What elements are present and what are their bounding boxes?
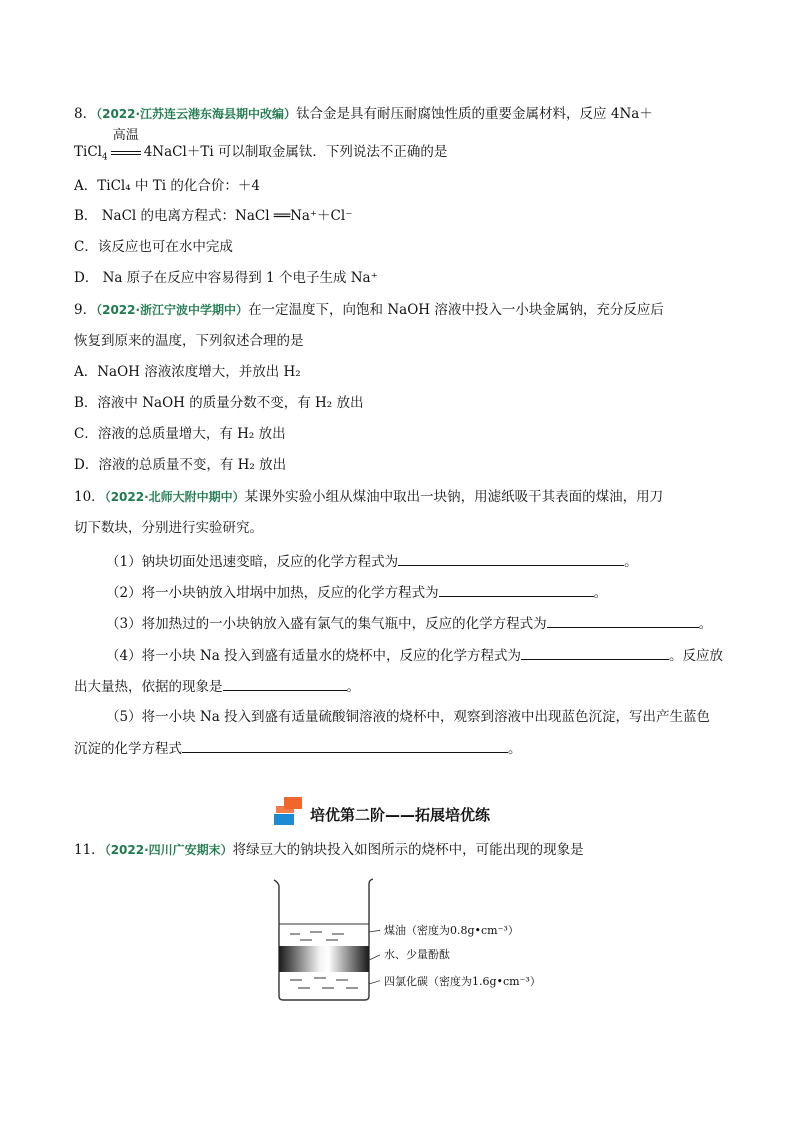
q10-part5-text2: 沉淀的化学方程式 <box>74 741 182 757</box>
q10-part4-line2 <box>74 676 360 697</box>
q8-stem2b: 4NaCl＋Ti 可以制取金属钛．下列说法不正确的是 <box>143 144 448 160</box>
q8-option-d: D． Na 原子在反应中容易得到 1 个电子生成 Na⁺ <box>74 270 378 286</box>
q10-source: （2022·北师大附中期中） <box>104 490 245 504</box>
answer-blank-4a[interactable] <box>521 645 669 660</box>
q10-part4-text: （4）将一小块 Na 投入到盛有适量水的烧杯中，反应的化学方程式为 <box>106 648 522 664</box>
q8-source: （2022·江苏连云港东海县期中改编） <box>96 107 297 121</box>
section-title: 培优第二阶——拓展培优练 <box>310 806 491 824</box>
answer-blank-5[interactable] <box>182 738 508 753</box>
q8-stem1: 钛合金是具有耐压耐腐蚀性质的重要金属材料，反应 4Na＋ <box>296 106 653 122</box>
reaction-condition <box>111 128 141 162</box>
q9-stem-line2: 恢复到原来的温度，下列叙述合理的是 <box>74 333 304 349</box>
beaker-diagram <box>270 876 380 1006</box>
q9-option-d: D．溶液的总质量不变，有 H₂ 放出 <box>74 457 287 473</box>
q9-option-a: A．NaOH 溶液浓度增大，并放出 H₂ <box>74 364 301 380</box>
q10-number: 10． <box>74 489 105 505</box>
q10-stem-line1 <box>74 487 663 507</box>
q8-number: 8． <box>74 106 97 122</box>
q10-part4-line1 <box>106 645 723 666</box>
q10-part4-end: 。 <box>346 679 360 695</box>
section-decor-icon <box>272 794 306 828</box>
q10-part1 <box>106 551 638 572</box>
q10-part4-tail: 。反应放 <box>669 648 724 664</box>
q8-stem2a: TiCl <box>74 144 102 160</box>
q10-part1-text: （1）钠块切面处迅速变暗，反应的化学方程式为 <box>106 554 399 570</box>
beaker-figure <box>270 876 570 1006</box>
q10-part5-line2 <box>74 738 522 759</box>
q9-number: 9． <box>74 302 97 318</box>
q9-stem-line1 <box>74 300 664 320</box>
q10-part3-end: 。 <box>698 616 713 632</box>
answer-blank-1[interactable] <box>398 551 624 566</box>
q9-source: （2022·浙江宁波中学期中） <box>96 303 249 317</box>
condition-text: 高温 <box>112 128 139 143</box>
q10-part1-end: 。 <box>624 554 638 570</box>
q11-text: 将绿豆大的钠块投入如图所示的烧杯中，可能出现的现象是 <box>232 842 584 858</box>
q10-part5-end: 。 <box>508 741 522 757</box>
answer-blank-4b[interactable] <box>223 676 347 691</box>
q10-part2-end: 。 <box>593 585 608 601</box>
q9-stem1: 在一定温度下，向饱和 NaOH 溶液中投入一小块金属钠，充分反应后 <box>248 302 664 318</box>
equals-arrow <box>111 151 141 155</box>
q8-option-a: A．TiCl₄ 中 Ti 的化合价：＋4 <box>74 178 260 194</box>
q8-option-c: C．该反应也可在水中完成 <box>74 239 233 255</box>
q11-stem <box>74 840 584 860</box>
q11-number: 11． <box>74 842 105 858</box>
q10-part2 <box>106 582 607 603</box>
label-water-phenolphthalein: 水、少量酚酞 <box>384 948 450 961</box>
q11-source: （2022·四川广安期末） <box>104 843 233 857</box>
q10-stem-line2: 切下数块，分别进行实验研究。 <box>74 520 263 536</box>
q10-stem1: 某课外实验小组从煤油中取出一块钠，用滤纸吸干其表面的煤油，用刀 <box>244 489 664 505</box>
q9-option-c: C．溶液的总质量增大，有 H₂ 放出 <box>74 426 286 442</box>
label-ccl4: 四氯化碳（密度为1.6g•cm⁻³） <box>384 975 541 988</box>
q9-option-b: B．溶液中 NaOH 的质量分数不变，有 H₂ 放出 <box>74 395 364 411</box>
q8-stem-line1 <box>74 104 653 124</box>
q10-part5-line1: （5）将一小块 Na 投入到盛有适量硫酸铜溶液的烧杯中，观察到溶液中出现蓝色沉淀，写出产生蓝色 <box>106 709 711 725</box>
q10-part3-text: （3）将加热过的一小块钠放入盛有氯气的集气瓶中，反应的化学方程式为 <box>106 616 547 632</box>
q8-stem-line2 <box>74 128 448 168</box>
section-heading <box>272 794 532 834</box>
q8-option-b: B． NaCl 的电离方程式：NaCl ══Na⁺＋Cl⁻ <box>74 208 353 224</box>
q10-part2-text: （2）将一小块钠放入坩埚中加热，反应的化学方程式为 <box>106 585 439 601</box>
q10-part3 <box>106 613 712 634</box>
answer-blank-2[interactable] <box>439 582 594 597</box>
q8-stem2-sub: 4 <box>101 152 108 163</box>
answer-blank-3[interactable] <box>547 613 699 628</box>
label-kerosene: 煤油（密度为0.8g•cm⁻³） <box>384 924 519 937</box>
q10-part4-text2: 出大量热，依据的现象是 <box>74 679 223 695</box>
